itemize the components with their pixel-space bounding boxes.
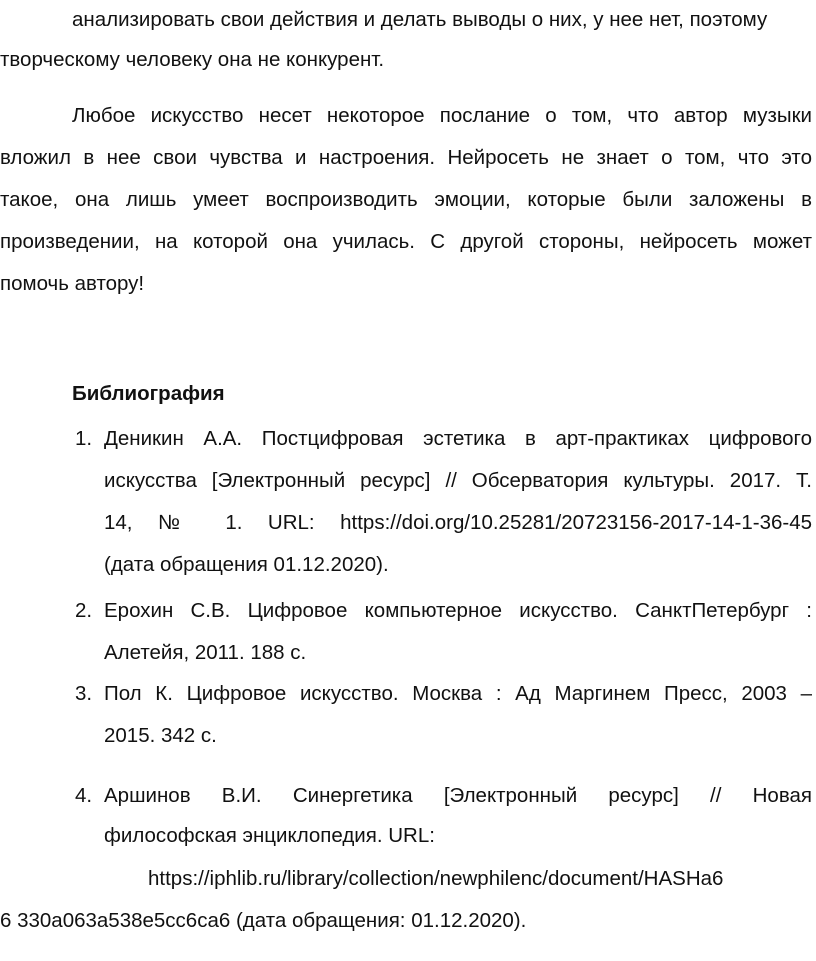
paragraph-2-line-1: Любое искусство несет некоторое послание о том, что автор музыки [72, 104, 812, 127]
bibliography-item-url: https://iphlib.ru/library/collection/newphilenc/document/HASHa6 [148, 867, 724, 890]
bibliography-item-line: 2015. 342 с. [104, 724, 217, 747]
bibliography-item-number: 3. [75, 682, 93, 705]
paragraph-2-line-5: помочь автору! [0, 272, 145, 295]
bibliography-item-line: Пол К. Цифровое искусство. Москва : Ад Маргинем Пресс, 2003 – [104, 682, 812, 705]
bibliography-item-line: (дата обращения 01.12.2020). [104, 553, 389, 576]
bibliography-item-line: Алетейя, 2011. 188 с. [104, 641, 307, 664]
bibliography-item-line: философская энциклопедия. URL: [104, 824, 435, 847]
paragraph-1-line-2: творческому человеку она не конкурент. [0, 48, 385, 71]
bibliography-item-line: Аршинов В.И. Синергетика [Электронный ресурс] // Новая [104, 784, 812, 807]
bibliography-item-number: 2. [75, 599, 93, 622]
bibliography-heading: Библиография [72, 382, 225, 405]
bibliography-item-line: искусства [Электронный ресурс] // Обсерватория культуры. 2017. Т. [104, 469, 812, 492]
paragraph-2-line-3: такое, она лишь умеет воспроизводить эмоции, которые были заложены в [0, 188, 812, 211]
bibliography-item-line: Деникин А.А. Постцифровая эстетика в арт-практиках цифрового [104, 427, 812, 450]
bibliography-item-continuation: 6 330a063a538e5cc6ca6 (дата обращения: 01.12.2020). [0, 909, 527, 932]
paragraph-2-line-4: произведении, на которой она училась. С другой стороны, нейросеть может [0, 230, 812, 253]
bibliography-item-number: 1. [75, 427, 93, 450]
bibliography-item-line: Ерохин С.В. Цифровое компьютерное искусство. СанктПетербург : [104, 599, 812, 622]
paragraph-2-line-2: вложил в нее свои чувства и настроения. Нейросеть не знает о том, что это [0, 146, 812, 169]
bibliography-item-number: 4. [75, 784, 93, 807]
bibliography-item-line: 14, № 1. URL: https://doi.org/10.25281/20723156-2017-14-1-36-45 [104, 511, 812, 534]
paragraph-1-line-1: анализировать свои действия и делать выводы о них, у нее нет, поэтому [72, 8, 768, 31]
